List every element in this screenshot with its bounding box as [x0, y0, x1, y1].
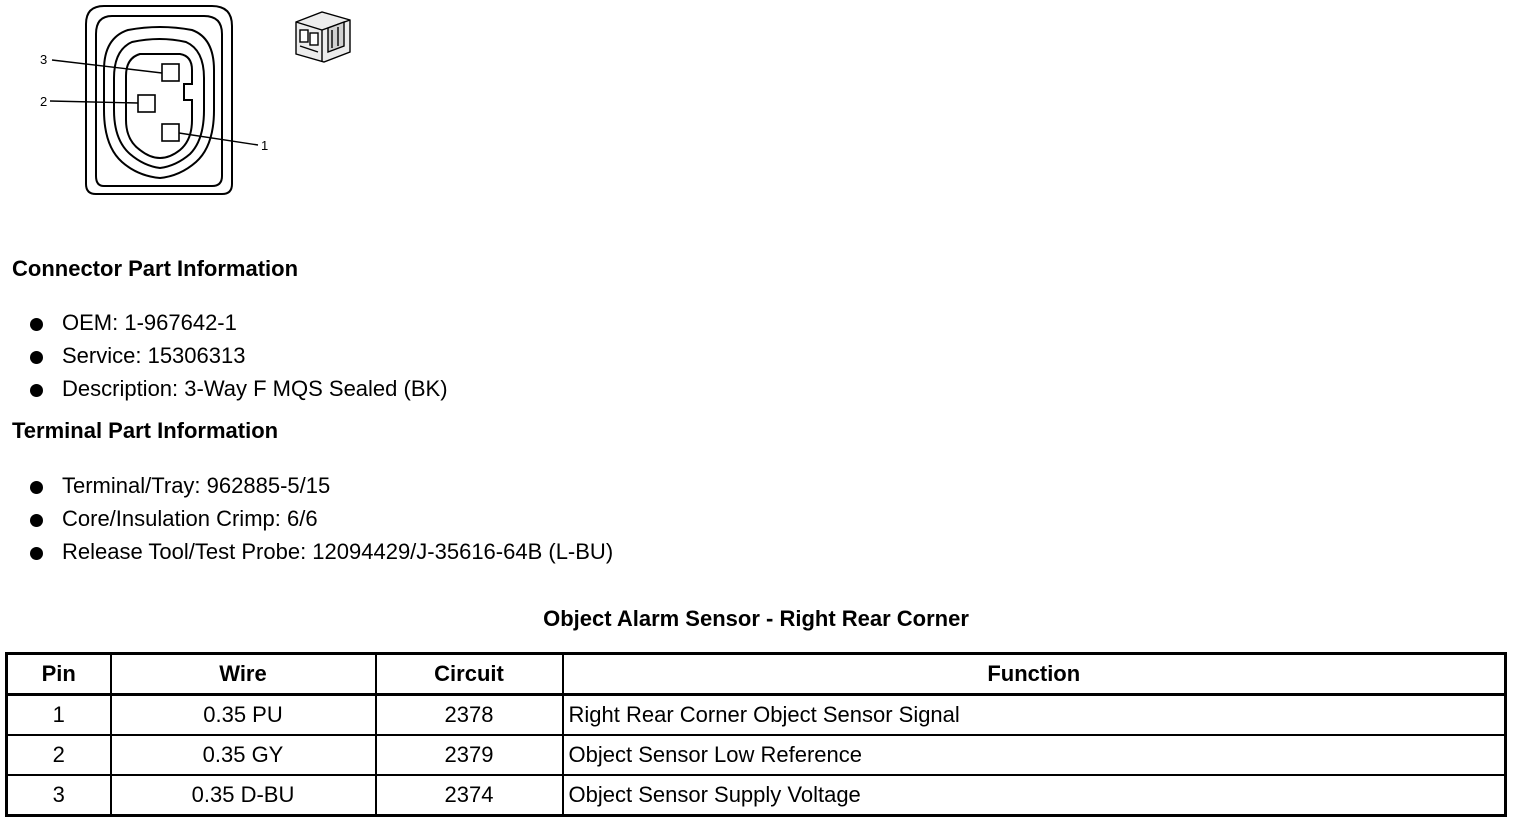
cell-function: Object Sensor Low Reference: [563, 735, 1506, 775]
bullet-icon: [30, 384, 43, 397]
bullet-icon: [30, 351, 43, 364]
table-row: [7, 735, 1506, 775]
list-item: [30, 537, 613, 570]
cell-pin: 1: [7, 695, 111, 736]
pin-label-3: 3: [40, 52, 48, 67]
bullet-icon: [30, 547, 43, 560]
cell-circuit: 2379: [376, 735, 563, 775]
bullet-icon: [30, 514, 43, 527]
header-circuit: Circuit: [376, 654, 563, 695]
table-header-row: [7, 654, 1506, 695]
table-title: Object Alarm Sensor - Right Rear Corner: [543, 606, 969, 631]
bullet-icon: [30, 318, 43, 331]
list-item: [30, 308, 448, 341]
list-item-text: Terminal/Tray: 962885-5/15: [62, 473, 331, 498]
cell-pin: 2: [7, 735, 111, 775]
cell-circuit: 2378: [376, 695, 563, 736]
header-pin: Pin: [7, 654, 111, 695]
connector-face-diagram: [0, 0, 380, 210]
list-item: [30, 504, 613, 537]
cell-wire: 0.35 D-BU: [111, 775, 376, 816]
cell-wire: 0.35 PU: [111, 695, 376, 736]
list-item: [30, 341, 448, 374]
list-item-text: Core/Insulation Crimp: 6/6: [62, 506, 318, 531]
table-row: [7, 695, 1506, 736]
list-item-text: Release Tool/Test Probe: 12094429/J-35616-64B (L-BU): [62, 539, 614, 564]
pin-label-1: 1: [261, 138, 269, 153]
connector-info-heading: Connector Part Information: [12, 256, 299, 281]
bullet-icon: [30, 481, 43, 494]
terminal-info-list: [30, 471, 613, 570]
cell-function: Right Rear Corner Object Sensor Signal: [563, 695, 1506, 736]
pinout-table: [5, 652, 1507, 817]
list-item: [30, 374, 448, 407]
header-wire: Wire: [111, 654, 376, 695]
list-item-text: OEM: 1-967642-1: [62, 310, 237, 335]
connector-thumbnail-icon: [296, 12, 350, 62]
list-item: [30, 471, 613, 504]
list-item-text: Description: 3-Way F MQS Sealed (BK): [62, 376, 448, 401]
list-item-text: Service: 15306313: [62, 343, 246, 368]
cell-pin: 3: [7, 775, 111, 816]
pin-label-2: 2: [40, 94, 48, 109]
cell-circuit: 2374: [376, 775, 563, 816]
table-row: [7, 775, 1506, 816]
cell-wire: 0.35 GY: [111, 735, 376, 775]
connector-info-list: [30, 308, 448, 407]
terminal-info-heading: Terminal Part Information: [12, 418, 279, 443]
header-function: Function: [563, 654, 1506, 695]
cell-function: Object Sensor Supply Voltage: [563, 775, 1506, 816]
